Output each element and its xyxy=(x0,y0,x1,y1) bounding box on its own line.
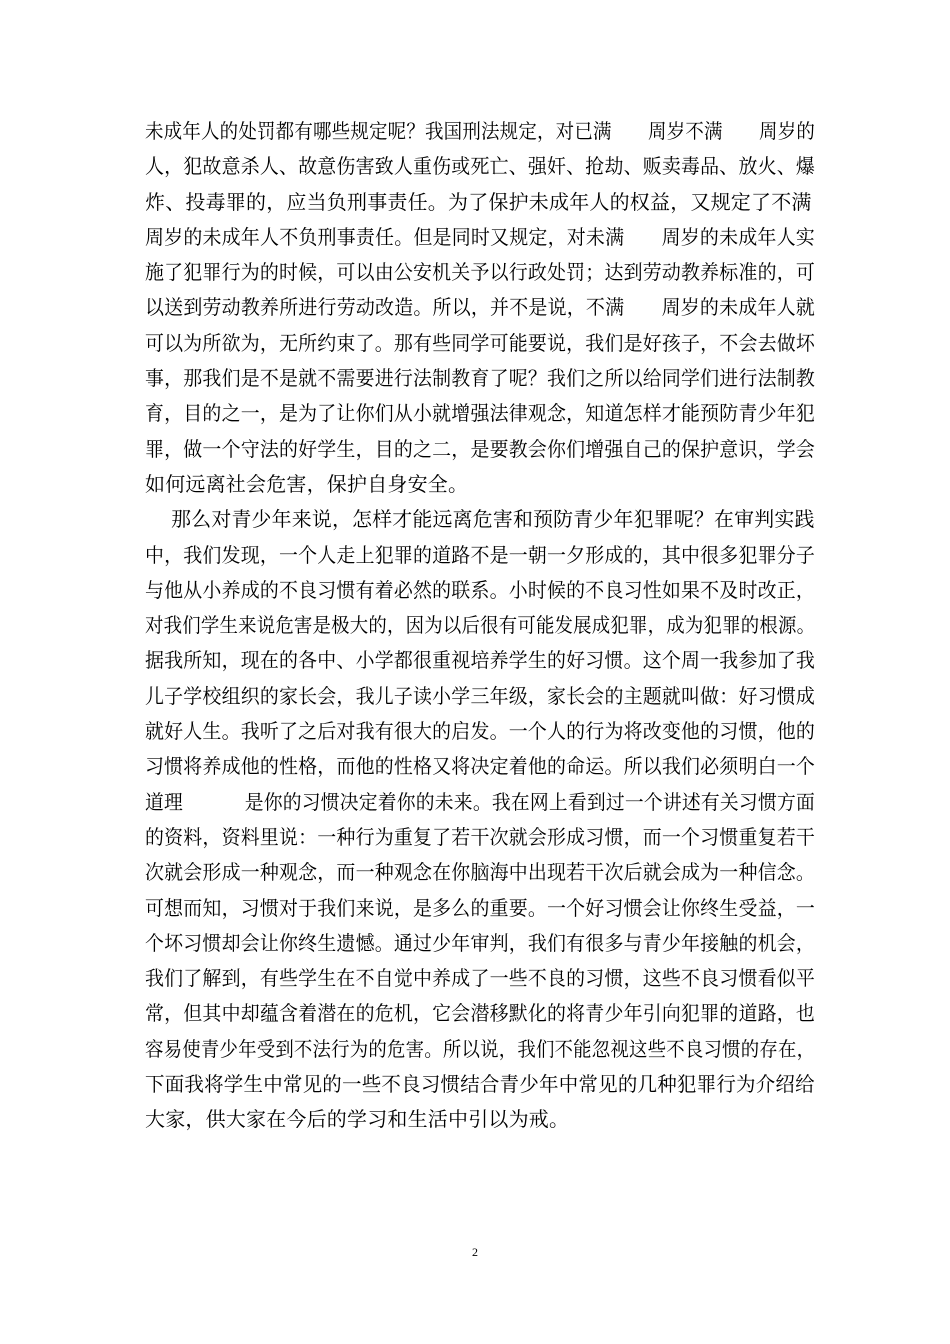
text-line: 的资料，资料里说：一种行为重复了若干次就会形成习惯，而一个习惯重复若干 xyxy=(145,824,816,849)
text-line: 据我所知，现在的各中、小学都很重视培养学生的好习惯。这个周一我参加了我 xyxy=(145,648,816,673)
text-line: 炸、投毒罪的，应当负刑事责任。为了保护未成年人的权益，又规定了不满 xyxy=(145,189,812,214)
text-line: 未成年人的处罚都有哪些规定呢？我国刑法规定，对已满 周岁不满 周岁的 xyxy=(145,119,816,143)
body-text xyxy=(145,114,815,1138)
text-line: 大家，供大家在今后的学习和生活中引以为戒。 xyxy=(145,1107,570,1132)
text-line: 容易使青少年受到不法行为的危害。所以说，我们不能忽视这些不良习惯的存在， xyxy=(145,1036,816,1061)
text-line: 我们了解到，有些学生在不自觉中养成了一些不良的习惯，这些不良习惯看似平 xyxy=(145,966,816,991)
text-line: 人，犯故意杀人、故意伤害致人重伤或死亡、强奸、抢劫、贩卖毒品、放火、爆 xyxy=(145,154,816,179)
text-line: 就好人生。我听了之后对我有很大的启发。一个人的行为将改变他的习惯，他的 xyxy=(145,719,816,744)
text-line: 对我们学生来说危害是极大的，因为以后很有可能发展成犯罪，成为犯罪的根源。 xyxy=(145,613,816,638)
text-line: 下面我将学生中常见的一些不良习惯结合青少年中常见的几种犯罪行为介绍给 xyxy=(145,1072,815,1097)
text-line: 可想而知，习惯对于我们来说，是多么的重要。一个好习惯会让你终生受益，一 xyxy=(145,895,816,920)
text-line: 中，我们发现，一个人走上犯罪的道路不是一朝一夕形成的，其中很多犯罪分子 xyxy=(145,542,816,567)
text-line: 以送到劳动教养所进行劳动改造。所以，并不是说，不满 周岁的未成年人就 xyxy=(145,295,815,320)
text-line: 常，但其中却蕴含着潜在的危机，它会潜移默化的将青少年引向犯罪的道路，也 xyxy=(145,1001,816,1026)
text-line: 可以为所欲为，无所约束了。那有些同学可能要说，我们是好孩子，不会去做坏 xyxy=(145,330,816,355)
text-line: 与他从小养成的不良习惯有着必然的联系。小时候的不良习性如果不及时改正， xyxy=(145,577,816,602)
text-line: 施了犯罪行为的时候，可以由公安机关予以行政处罚；达到劳动教养标准的，可 xyxy=(145,260,816,285)
text-line: 那么对青少年来说，怎样才能远离危害和预防青少年犯罪呢？在审判实践 xyxy=(145,507,815,532)
text-line: 事，那我们是不是就不需要进行法制教育了呢？我们之所以给同学们进行法制教 xyxy=(145,366,816,391)
text-line: 周岁的未成年人不负刑事责任。但是同时又规定，对未满 周岁的未成年人实 xyxy=(145,224,815,249)
page-number: 2 xyxy=(472,1245,478,1259)
text-line: 罪，做一个守法的好学生，目的之二，是要教会你们增强自己的保护意识，学会 xyxy=(145,436,816,461)
text-line: 次就会形成一种观念，而一种观念在你脑海中出现若干次后就会成为一种信念。 xyxy=(145,860,816,885)
text-line: 习惯将养成他的性格，而他的性格又将决定着他的命运。所以我们必须明白一个 xyxy=(145,754,816,779)
text-line: 育，目的之一，是为了让你们从小就增强法律观念，知道怎样才能预防青少年犯 xyxy=(145,401,816,426)
text-line: 儿子学校组织的家长会，我儿子读小学三年级，家长会的主题就叫做：好习惯成 xyxy=(145,683,816,708)
text-line: 如何远离社会危害，保护自身安全。 xyxy=(145,471,469,496)
text-line: 个坏习惯却会让你终生遗憾。通过少年审判，我们有很多与青少年接触的机会， xyxy=(145,930,816,955)
text-line: 道理 是你的习惯决定着你的未来。我在网上看到过一个讲述有关习惯方面 xyxy=(145,789,815,814)
